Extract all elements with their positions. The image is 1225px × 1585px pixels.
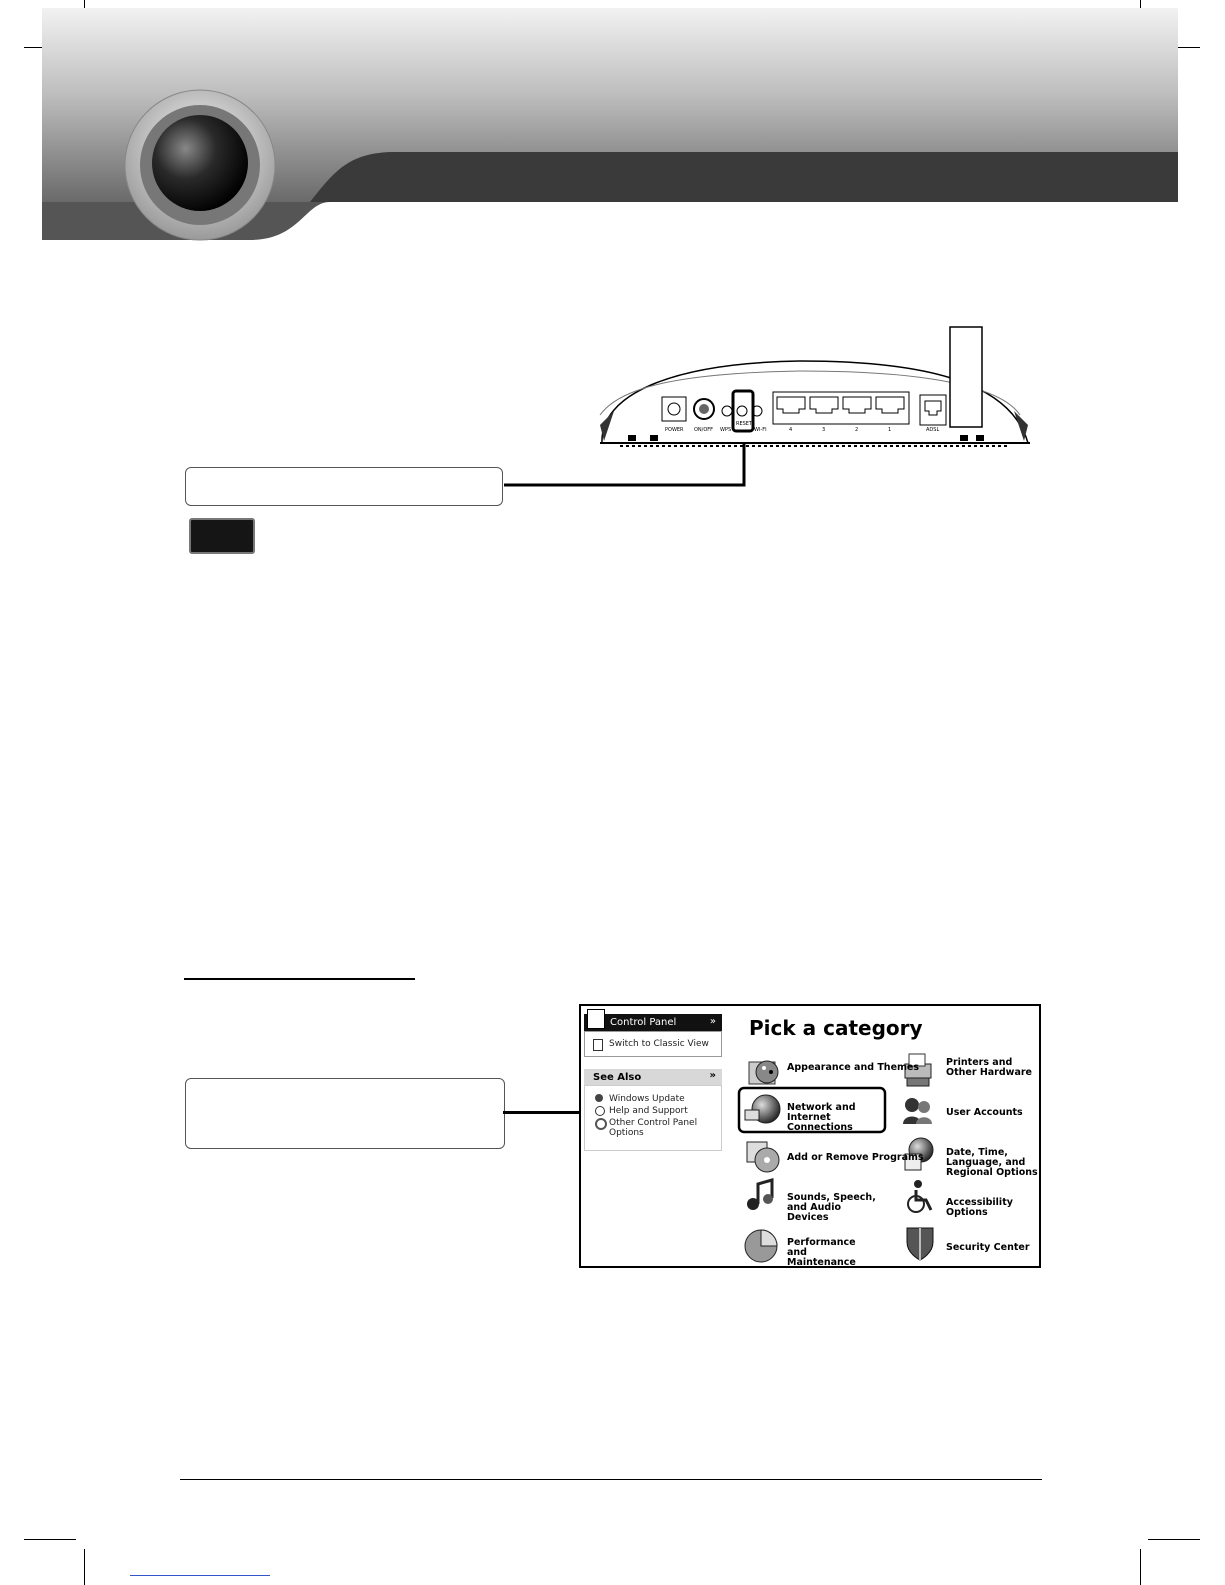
shield-icon (907, 1228, 933, 1260)
port-label: ADSL (926, 427, 940, 433)
category-security-center[interactable]: Security Center (946, 1242, 1030, 1253)
collapse-chevron-icon[interactable]: » (709, 1070, 716, 1081)
category-icons (581, 1006, 1039, 1266)
network-callout-box (185, 1078, 505, 1149)
port-label: 3 (822, 427, 826, 433)
category-date-time[interactable]: Date, Time, Language, and Regional Options (946, 1147, 1038, 1178)
reset-callout-box (185, 467, 503, 506)
switch-classic-view-link[interactable]: Switch to Classic View (609, 1039, 709, 1049)
category-network[interactable]: Network and Internet Connections (787, 1102, 856, 1133)
sidebar-title: Control Panel (610, 1017, 677, 1028)
control-panel-window (579, 1004, 1041, 1268)
category-accessibility[interactable]: Accessibility Options (946, 1197, 1013, 1218)
port-label: 1 (888, 427, 892, 433)
reset-connector-line (500, 440, 760, 490)
crop-mark (1148, 1539, 1200, 1540)
appearance-icon (749, 1061, 778, 1084)
header-banner (0, 0, 1225, 250)
port-label: RESET (736, 421, 753, 427)
port-label: WI-FI (754, 427, 767, 433)
port-label: 2 (855, 427, 859, 433)
see-also-link[interactable]: Other Control Panel Options (609, 1118, 698, 1138)
router-illustration (590, 325, 1040, 457)
port-label: WPS (720, 427, 732, 433)
accessibility-icon (908, 1180, 931, 1212)
category-appearance[interactable]: Appearance and Themes (787, 1062, 920, 1073)
category-performance[interactable]: Performance and Maintenance (787, 1237, 856, 1268)
see-also-title: See Also (593, 1072, 642, 1083)
category-user-accounts[interactable]: User Accounts (946, 1107, 1023, 1118)
programs-icon (747, 1142, 779, 1172)
crop-mark (1140, 1549, 1141, 1585)
port-label: ON/OFF (694, 427, 714, 433)
see-also-link[interactable]: Windows Update (609, 1094, 685, 1104)
section-heading-underline (184, 978, 415, 980)
pie-chart-icon (745, 1230, 777, 1262)
note-badge (189, 518, 255, 554)
crop-mark (84, 1549, 85, 1585)
users-icon (903, 1098, 932, 1124)
page-title: Pick a category (749, 1016, 923, 1040)
port-label: POWER (665, 427, 684, 433)
category-printers[interactable]: Printers and Other Hardware (946, 1057, 1032, 1078)
footer-rule (180, 1479, 1042, 1480)
category-add-remove-programs[interactable]: Add or Remove Programs (787, 1152, 924, 1163)
music-note-icon (747, 1180, 773, 1210)
see-also-link[interactable]: Help and Support (609, 1106, 688, 1116)
crop-mark (24, 1539, 76, 1540)
network-globe-icon (745, 1095, 780, 1123)
category-sounds[interactable]: Sounds, Speech, and Audio Devices (787, 1192, 876, 1223)
crop-mark (130, 1575, 270, 1576)
collapse-chevron-icon[interactable]: » (709, 1016, 716, 1027)
port-label: 4 (789, 427, 793, 433)
